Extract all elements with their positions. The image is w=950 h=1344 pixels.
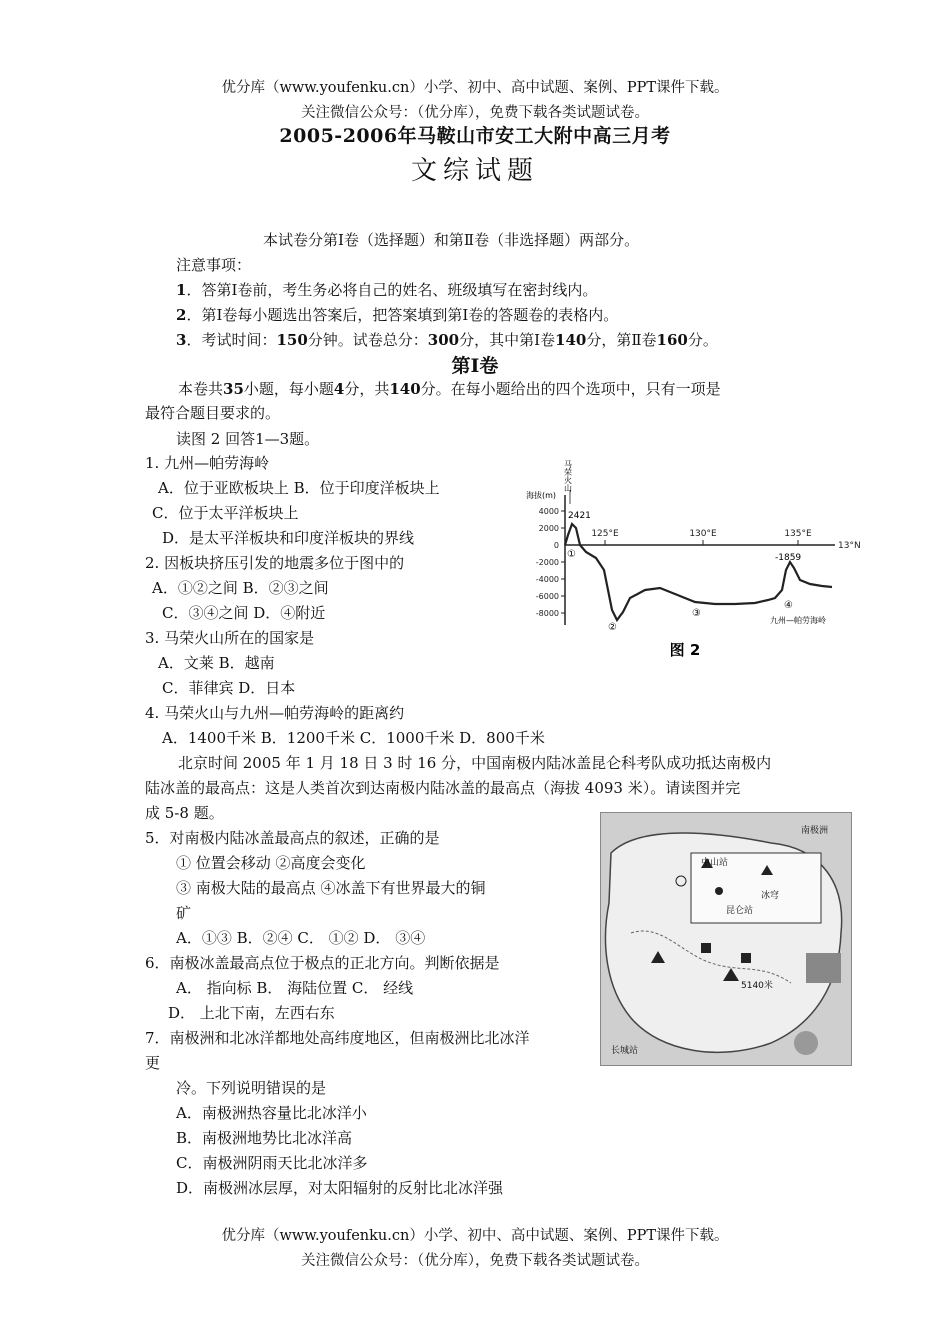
figure-icon [794, 1031, 818, 1055]
yaxis-label: 海拔(m) [526, 491, 557, 500]
map-label: 5140米 [741, 981, 773, 991]
question-line: ① 位置会移动 ②高度会变化 [176, 854, 366, 872]
question-line: 矿 [176, 904, 192, 922]
question-line: 冷。下列说明错误的是 [176, 1079, 327, 1097]
xtick-label: 130°E [689, 529, 717, 539]
ytick-label: -6000 [535, 592, 559, 601]
question-line: A．南极洲热容量比北冰洋小 [176, 1104, 367, 1122]
map-label: 冰穹 [761, 891, 780, 901]
header-line-1: 优分库（www.youfenku.cn）小学、初中、高中试题、案例、PPT课件下载。 [221, 80, 729, 96]
question-line: A．1400千米 B．1200千米 C．1000千米 D．800千米 [162, 729, 545, 747]
section-desc: 本卷共35小题，每小题4分，共140分。在每小题给出的四个选项中，只有一项是 [178, 380, 721, 398]
question-line: A．①②之间 B．②③之间 [152, 579, 329, 597]
ytick-label: -2000 [535, 558, 559, 567]
question-line: A．①③ B．②④ C． ①② D． ③④ [176, 929, 426, 947]
ytick-label: 4000 [538, 507, 559, 516]
marker-2: ② [608, 622, 617, 633]
question-line: ③ 南极大陆的最高点 ④冰盖下有世界最大的铜 [176, 879, 486, 897]
intro-text: 本试卷分第Ⅰ卷（选择题）和第Ⅱ卷（非选择题）两部分。 [263, 231, 640, 249]
footer-line-2: 关注微信公众号：（优分库），免费下载各类试题试卷。 [301, 1253, 649, 1269]
notice-item-2: 2．第Ⅰ卷每小题选出答案后，把答案填到第Ⅰ卷的答题卷的表格内。 [176, 306, 619, 324]
ytick-label: -8000 [535, 609, 559, 618]
question-line: 2. 因板块挤压引发的地震多位于图中的 [145, 554, 405, 572]
map-label: 昆仑站 [726, 906, 754, 916]
section-heading: 第Ⅰ卷 [451, 355, 499, 377]
question-line: C．③④之间 D．④附近 [162, 604, 326, 622]
xtick-label: 125°E [591, 529, 619, 539]
footer-line-1: 优分库（www.youfenku.cn）小学、初中、高中试题、案例、PPT课件下载。 [221, 1228, 729, 1244]
figure-2-profile [520, 440, 861, 665]
map-label: 南极洲 [801, 826, 829, 836]
question-line: 6．南极冰盖最高点位于极点的正北方向。判断依据是 [145, 954, 500, 972]
flag-icon [806, 953, 841, 983]
question-line: 成 5-8 题。 [145, 804, 224, 822]
header-line-2: 关注微信公众号：（优分库），免费下载各类试题试卷。 [301, 105, 649, 121]
question-line: A． 指向标 B． 海陆位置 C． 经线 [176, 979, 414, 997]
depth-label: -1859 [775, 553, 802, 563]
ytick-label: 2000 [538, 524, 559, 533]
question-line: 更 [145, 1054, 161, 1072]
question-line: C．南极洲阴雨天比北冰洋多 [176, 1154, 368, 1172]
latitude-label: 13°N [838, 541, 861, 551]
question-line: A．位于亚欧板块上 B．位于印度洋板块上 [158, 479, 440, 497]
marker-1: ① [567, 549, 576, 560]
ridge-label: 九州—帕劳海岭 [770, 616, 826, 625]
antarctica-map [600, 812, 852, 1066]
question-line: C．位于太平洋板块上 [152, 504, 299, 522]
page-subtitle: 文综试题 [410, 156, 539, 186]
figure-caption: 图 2 [669, 641, 701, 659]
question-line: A．文莱 B．越南 [158, 654, 275, 672]
ytick-label: 0 [553, 541, 559, 550]
question-line: 5．对南极内陆冰盖最高点的叙述，正确的是 [145, 829, 440, 847]
question-line: 北京时间 2005 年 1 月 18 日 3 时 16 分，中国南极内陆冰盖昆仑科考队成功抵达南极内 [178, 754, 772, 772]
notice-item-1: 1．答第Ⅰ卷前，考生务必将自己的姓名、班级填写在密封线内。 [176, 281, 598, 299]
xtick-label: 135°E [784, 529, 812, 539]
question-line: 3. 马荣火山所在的国家是 [145, 629, 315, 647]
question-line: D．南极洲冰层厚，对太阳辐射的反射比北冰洋强 [176, 1179, 504, 1197]
map-label: 长城站 [611, 1046, 639, 1056]
section-desc-line-2: 最符合题目要求的。 [145, 404, 281, 422]
question-line: B．南极洲地势比北冰洋高 [176, 1129, 353, 1147]
page-title: 2005-2006年马鞍山市安工大附中高三月考 [279, 125, 671, 147]
map-drawing [601, 813, 851, 1065]
marker-4: ④ [784, 600, 793, 611]
map-label: 中山站 [701, 858, 729, 868]
peak-label: 2421 [568, 511, 591, 521]
point-icon [715, 887, 723, 895]
station-icon [701, 943, 711, 953]
notice-heading: 注意事项： [176, 256, 252, 274]
marker-3: ③ [692, 608, 701, 619]
question-line: 4. 马荣火山与九州—帕劳海岭的距离约 [145, 704, 405, 722]
question-line: 读图 2 回答1—3题。 [176, 430, 320, 448]
notice-item-3: 3．考试时间：150分钟。试卷总分：300分，其中第Ⅰ卷140分，第Ⅱ卷160分。 [176, 331, 718, 349]
question-line: 7．南极洲和北冰洋都地处高纬度地区，但南极洲比北冰洋 [145, 1029, 530, 1047]
station-icon [741, 953, 751, 963]
question-line: C．菲律宾 D．日本 [162, 679, 296, 697]
question-line: 陆冰盖的最高点：这是人类首次到达南极内陆冰盖的最高点（海拔 4093 米）。请读图并完 [145, 779, 741, 797]
question-line: D． 上北下南，左西右东 [168, 1004, 335, 1022]
question-line: 1. 九州—帕劳海岭 [145, 454, 270, 472]
ytick-label: -4000 [535, 575, 559, 584]
volcano-label: 马荣火山 [563, 460, 573, 492]
question-line: D．是太平洋板块和印度洋板块的界线 [162, 529, 415, 547]
